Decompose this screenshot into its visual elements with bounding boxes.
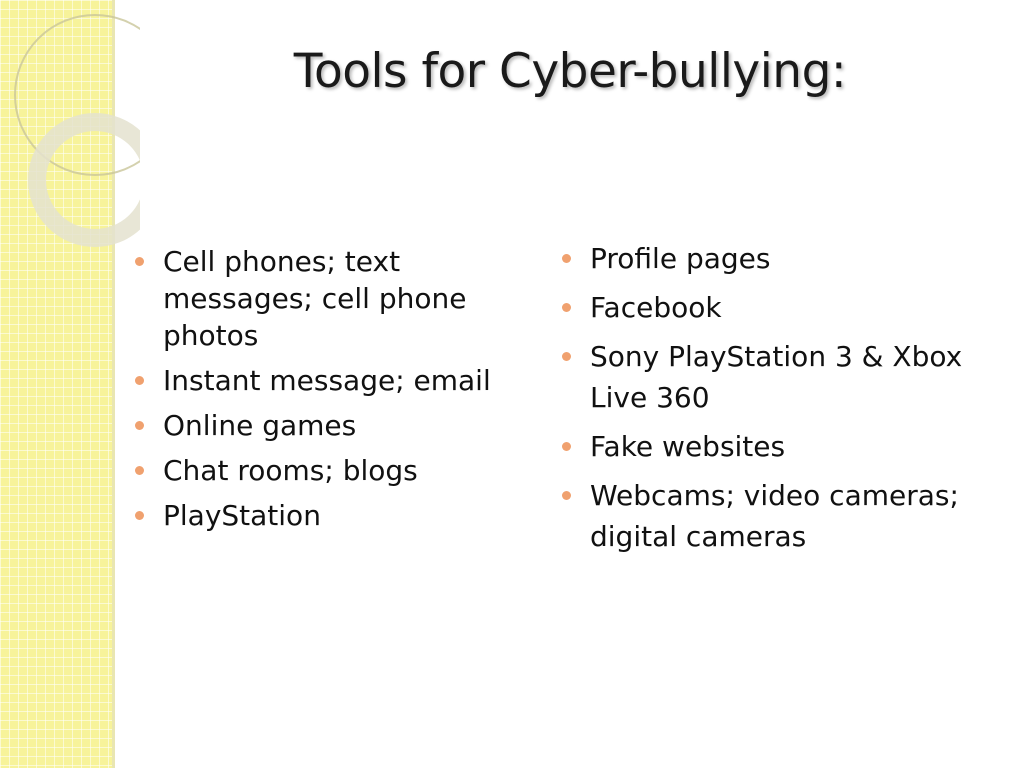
bullet-dot-icon bbox=[562, 442, 571, 451]
list-item bbox=[133, 452, 503, 489]
list-item bbox=[133, 362, 503, 399]
list-item-text: PlayStation bbox=[163, 499, 321, 532]
list-item bbox=[133, 243, 503, 354]
list-item-text: Webcams; video cameras; digital cameras bbox=[590, 479, 959, 553]
list-item-text: Fake websites bbox=[590, 430, 786, 463]
decorative-circles bbox=[0, 0, 140, 260]
list-item bbox=[560, 287, 990, 328]
bullet-dot-icon bbox=[562, 352, 571, 361]
list-item bbox=[560, 475, 990, 557]
bullet-dot-icon bbox=[562, 254, 571, 263]
right-bullet-list bbox=[560, 238, 990, 565]
bullet-dot-icon bbox=[135, 466, 144, 475]
list-item-text: Instant message; email bbox=[163, 364, 491, 397]
list-item bbox=[133, 407, 503, 444]
bullet-dot-icon bbox=[135, 421, 144, 430]
list-item-text: Chat rooms; blogs bbox=[163, 454, 418, 487]
list-item bbox=[133, 497, 503, 534]
bullet-dot-icon bbox=[135, 376, 144, 385]
left-bullet-list bbox=[133, 243, 503, 542]
list-item bbox=[560, 238, 990, 279]
list-item bbox=[560, 336, 990, 418]
list-item-text: Facebook bbox=[590, 291, 722, 324]
list-item-text: Profile pages bbox=[590, 242, 771, 275]
list-item-text: Online games bbox=[163, 409, 357, 442]
list-item-text: Sony PlayStation 3 & Xbox Live 360 bbox=[590, 340, 963, 414]
bullet-dot-icon bbox=[135, 257, 144, 266]
list-item-text: Cell phones; text messages; cell phone photos bbox=[163, 245, 467, 352]
slide-title: Tools for Cyber-bullying: bbox=[293, 44, 847, 99]
list-item bbox=[560, 426, 990, 467]
bullet-dot-icon bbox=[562, 491, 571, 500]
bullet-dot-icon bbox=[135, 511, 144, 520]
bullet-dot-icon bbox=[562, 303, 571, 312]
